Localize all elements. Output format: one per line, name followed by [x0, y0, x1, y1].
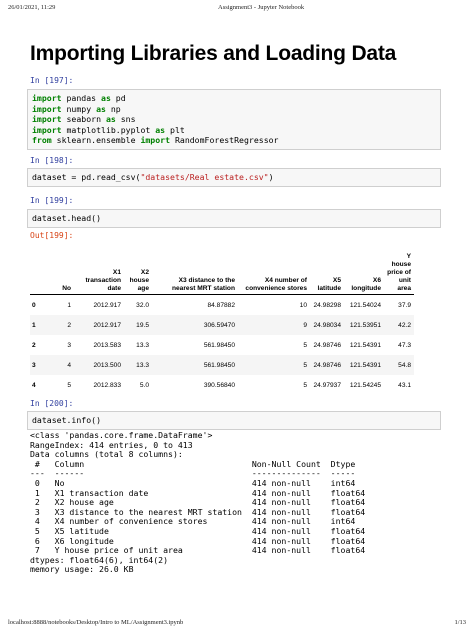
- table-cell: 121.54391: [349, 361, 381, 369]
- output-line: Data columns (total 8 columns):: [30, 449, 183, 460]
- output-prompt-199: Out[199]:: [30, 231, 74, 240]
- print-header-datetime: 26/01/2021, 11:29: [8, 4, 56, 11]
- table-cell: 32.0: [136, 301, 149, 309]
- table-cell: 5: [303, 361, 307, 369]
- table-cell: 54.8: [398, 361, 411, 369]
- output-line: 1 X1 transaction date 414 non-null float64: [30, 487, 366, 498]
- table-row: [30, 295, 414, 316]
- table-cell: 37.9: [398, 301, 411, 309]
- output-line: # Column Non-Null Count Dtype: [30, 458, 366, 469]
- code-line: import pandas as pd: [32, 93, 126, 103]
- table-cell: 561.98450: [203, 341, 235, 349]
- table-cell: 47.3: [398, 341, 411, 349]
- column-header: [30, 252, 50, 295]
- output-line: --- ------ -------------- -----: [30, 468, 366, 479]
- row-index: 1: [32, 321, 36, 329]
- output-line: 5 X5 latitude 414 non-null float64: [30, 525, 366, 536]
- table-cell: 4: [67, 361, 71, 369]
- table-cell: 121.54024: [349, 301, 381, 309]
- table-header-row: [30, 252, 414, 295]
- table-cell: 5: [67, 381, 71, 389]
- code-line: import matplotlib.pyplot as plt: [32, 124, 185, 135]
- table-row: [30, 355, 414, 375]
- table-cell: 13.3: [136, 361, 149, 369]
- print-footer-page: 1/13: [454, 619, 466, 626]
- code-line: import seaborn as sns: [32, 114, 136, 124]
- table-cell: 3: [67, 341, 71, 349]
- input-prompt-200: In [200]:: [30, 399, 74, 408]
- table-cell: 24.98746: [313, 341, 341, 349]
- output-line: 6 X6 longitude 414 non-null float64: [30, 535, 366, 546]
- output-line: memory usage: 26.0 KB: [30, 564, 134, 575]
- column-header: X1 transaction date: [85, 269, 121, 292]
- table-cell: 2013.500: [93, 361, 121, 369]
- input-prompt-198: In [198]:: [30, 156, 74, 165]
- code-cell-head[interactable]: dataset.head(): [27, 209, 441, 228]
- output-line: 4 X4 number of convenience stores 414 non-null int64: [30, 516, 366, 527]
- dataframe-table: [30, 252, 414, 395]
- print-footer-url: localhost:8888/notebooks/Desktop/Intro to ML/Assignment3.ipynb: [8, 619, 184, 626]
- table-cell: 24.98034: [313, 321, 341, 329]
- table-cell: 9: [303, 321, 307, 329]
- table-cell: 19.5: [136, 321, 149, 329]
- code-line: from sklearn.ensemble import RandomForestRegressor: [32, 135, 279, 145]
- table-cell: 121.54245: [349, 381, 381, 389]
- output-line: <class 'pandas.core.frame.DataFrame'>: [30, 430, 213, 440]
- table-cell: 2012.917: [93, 301, 121, 309]
- column-header: X2 house age: [129, 269, 149, 292]
- table-cell: 42.2: [398, 321, 411, 329]
- output-line: 2 X2 house age 414 non-null float64: [30, 497, 366, 508]
- table-cell: 2012.833: [93, 381, 121, 389]
- table-cell: 10: [299, 301, 307, 309]
- table-cell: 5: [303, 381, 307, 389]
- column-header: X4 number of convenience stores: [245, 277, 307, 292]
- output-line: RangeIndex: 414 entries, 0 to 413: [30, 439, 193, 450]
- output-line: dtypes: float64(6), int64(2): [30, 554, 169, 565]
- table-cell: 24.98298: [313, 301, 341, 309]
- row-index: 2: [32, 341, 36, 349]
- table-cell: 24.97937: [313, 381, 341, 389]
- info-output: [30, 431, 365, 575]
- column-header: X3 distance to the nearest MRT station: [171, 277, 235, 292]
- table-cell: 43.1: [398, 381, 411, 389]
- table-cell: 2012.917: [93, 321, 121, 329]
- table-row: [30, 335, 414, 355]
- table-cell: 13.3: [136, 341, 149, 349]
- column-header: No: [62, 285, 71, 292]
- table-cell: 306.59470: [203, 321, 235, 329]
- print-header-title: Assignment3 - Jupyter Notebook: [218, 4, 305, 11]
- code-cell-info[interactable]: dataset.info(): [27, 411, 441, 430]
- table-cell: 2: [67, 321, 71, 329]
- column-header: X5 latitude: [317, 277, 341, 292]
- table-row: [30, 315, 414, 335]
- row-index: 3: [32, 361, 36, 369]
- table-cell: 24.98746: [313, 361, 341, 369]
- table-cell: 121.54391: [349, 341, 381, 349]
- table-cell: 121.53951: [349, 321, 381, 329]
- input-prompt-199: In [199]:: [30, 196, 74, 205]
- input-prompt-197: In [197]:: [30, 76, 74, 85]
- table-cell: 1: [67, 301, 71, 309]
- code-line: import numpy as np: [32, 103, 121, 114]
- output-line: 3 X3 distance to the nearest MRT station 414 non-null float64: [30, 506, 366, 517]
- table-cell: 390.56840: [203, 381, 235, 389]
- column-header: Y house price of unit area: [387, 253, 411, 292]
- table-cell: 2013.583: [93, 341, 121, 349]
- column-header: X6 longitude: [351, 277, 381, 292]
- table-cell: 84.87882: [207, 301, 235, 309]
- table-cell: 5: [303, 341, 307, 349]
- output-line: 7 Y house price of unit area 414 non-null float64: [30, 545, 366, 556]
- code-cell-read-csv[interactable]: dataset = pd.read_csv("datasets/Real estate.csv"): [27, 168, 441, 187]
- table-cell: 561.98450: [203, 361, 235, 369]
- table-cell: 5.0: [139, 381, 149, 389]
- section-heading: Importing Libraries and Loading Data: [30, 42, 397, 65]
- code-cell-imports[interactable]: [27, 89, 441, 150]
- table-row: [30, 375, 414, 395]
- row-index: 4: [32, 381, 36, 389]
- output-line: 0 No 414 non-null int64: [30, 477, 366, 488]
- row-index: 0: [32, 301, 36, 309]
